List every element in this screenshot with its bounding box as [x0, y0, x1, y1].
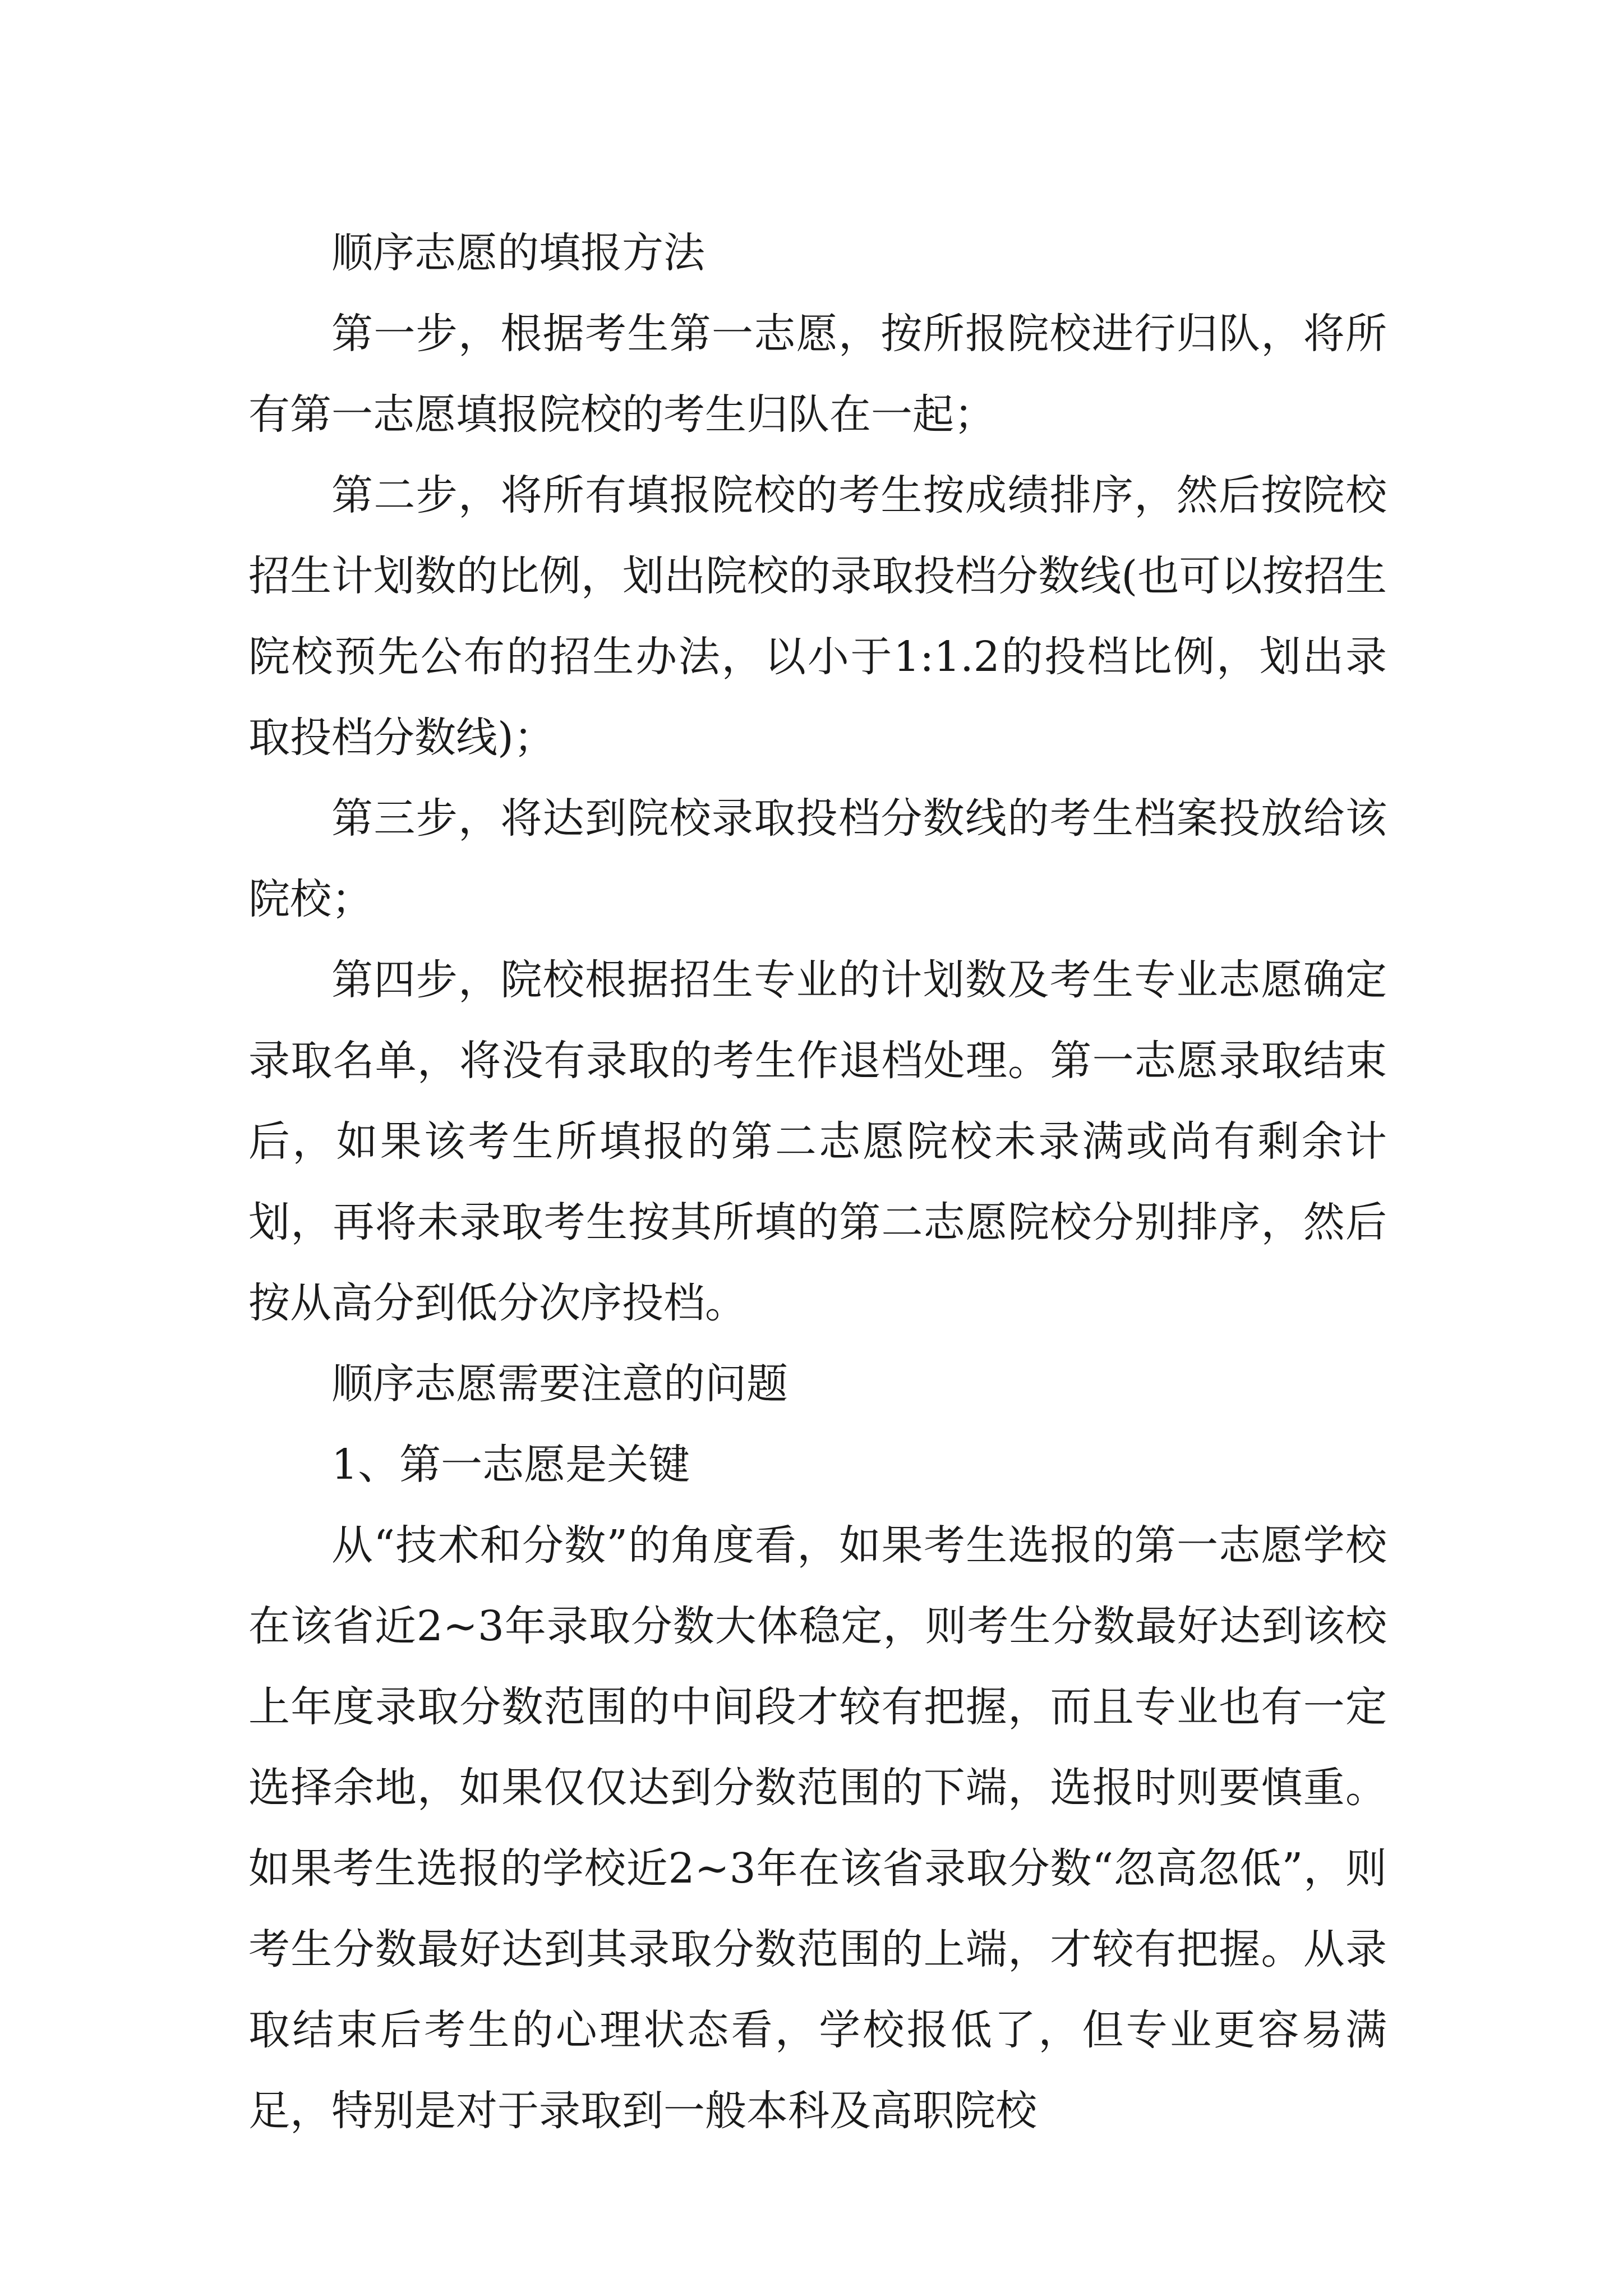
document-body	[248, 213, 1387, 2151]
paragraph-step-one: 第一步，根据考生第一志愿，按所报院校进行归队，将所有第一志愿填报院校的考生归队在一起；	[248, 310, 1387, 439]
paragraph-first-choice-detail: 从“技术和分数”的角度看，如果考生选报的第一志愿学校在该省近2~3年录取分数大体稳定，则考生分数最好达到该校上年度录取分数范围的中间段才较有把握，而且专业也有一定选择余地，如果仅仅达到分数范围的下端，选报时则要慎重。如果考生选报的学校近2~3年在该省录取分数“忽高忽低”，则考生分数最好达到其录取分数范围的上端，才较有把握。从录取结束后考生的心理状态看，学校报低了，但专业更容易满足，特别是对于录取到一般本科及高职院校	[248, 1521, 1387, 2135]
section-heading-notes: 顺序志愿需要注意的问题	[331, 1360, 788, 1408]
paragraph-step-four: 第四步，院校根据招生专业的计划数及考生专业志愿确定录取名单，将没有录取的考生作退档处理。第一志愿录取结束后，如果该考生所填报的第二志愿院校未录满或尚有剩余计划，再将未录取考生按其所填的第二志愿院校分别排序，然后按从高分到低分次序投档。	[248, 956, 1387, 1327]
subheading-first-choice: 1、第一志愿是关键	[331, 1441, 690, 1489]
section-heading-fill-method: 顺序志愿的填报方法	[331, 229, 705, 277]
paragraph-step-two: 第二步，将所有填报院校的考生按成绩排序，然后按院校招生计划数的比例，划出院校的录取投档分数线(也可以按招生院校预先公布的招生办法，以小于1:1.2的投档比例，划出录取投档分数线)；	[248, 471, 1387, 762]
paragraph-step-three: 第三步，将达到院校录取投档分数线的考生档案投放给该院校；	[248, 794, 1387, 923]
